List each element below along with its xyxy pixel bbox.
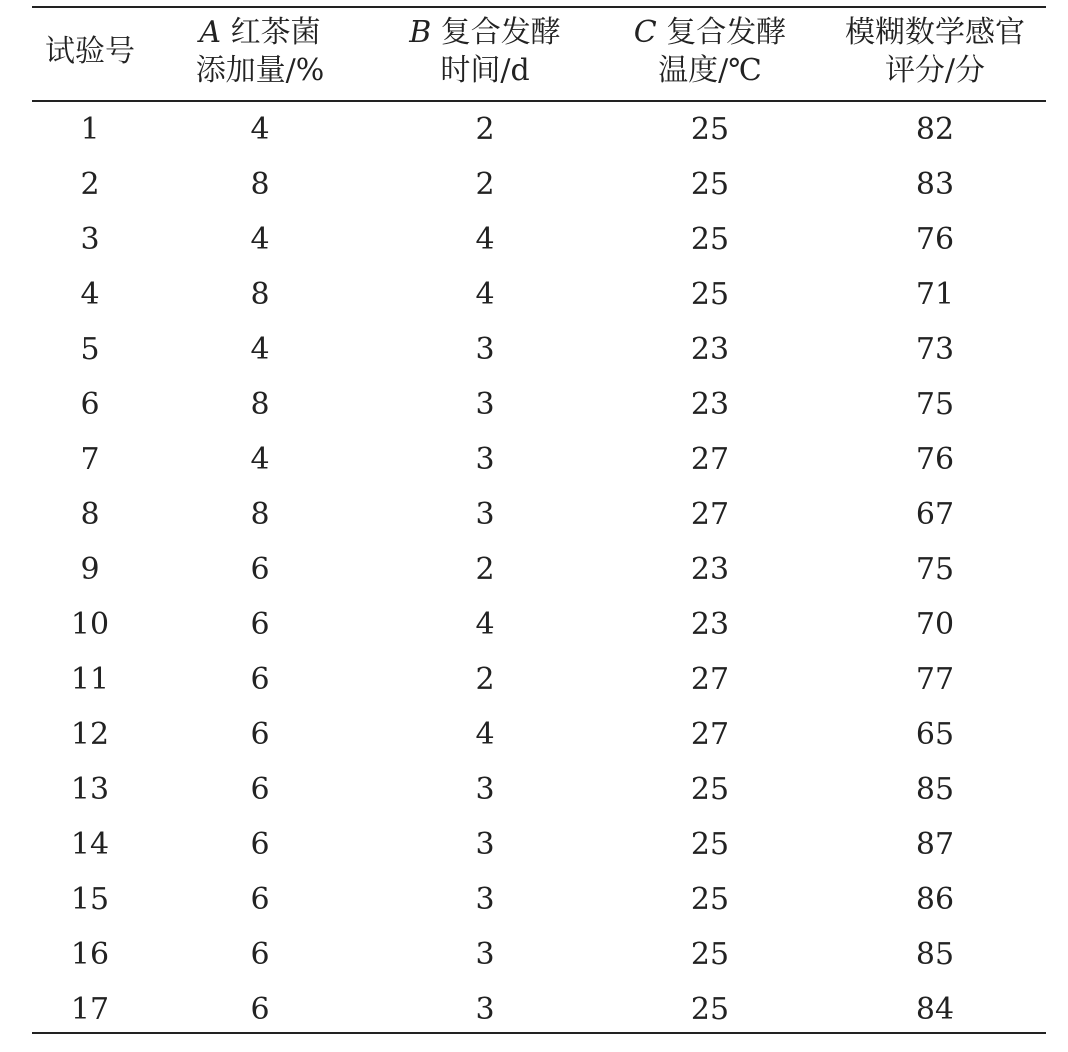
table-cell: 3 bbox=[475, 387, 495, 422]
header-line: B 复合发酵 bbox=[409, 15, 561, 50]
table-cell: 23 bbox=[690, 387, 730, 422]
table-cell: 6 bbox=[250, 827, 270, 862]
table-cell: 77 bbox=[915, 662, 955, 697]
table-cell: 8 bbox=[250, 497, 270, 532]
table-cell: 6 bbox=[250, 607, 270, 642]
table-cell: 85 bbox=[915, 937, 955, 972]
table-cell: 13 bbox=[70, 772, 110, 807]
table-row bbox=[0, 652, 1068, 707]
header-line: 试验号 bbox=[45, 34, 135, 69]
table-cell: 23 bbox=[690, 552, 730, 587]
table-cell: 4 bbox=[475, 717, 495, 752]
header-line: 添加量/% bbox=[195, 53, 325, 88]
table-cell: 25 bbox=[690, 167, 730, 202]
table-cell: 8 bbox=[80, 497, 100, 532]
table-cell: 6 bbox=[250, 717, 270, 752]
table-cell: 73 bbox=[915, 332, 955, 367]
top-rule bbox=[32, 6, 1046, 8]
header-trial-no bbox=[40, 33, 140, 71]
table-cell: 71 bbox=[915, 277, 955, 312]
table-cell: 3 bbox=[80, 222, 100, 257]
table-row bbox=[0, 872, 1068, 927]
table-cell: 25 bbox=[690, 112, 730, 147]
table-cell: 27 bbox=[690, 497, 730, 532]
table-cell: 3 bbox=[475, 497, 495, 532]
table-cell: 76 bbox=[915, 222, 955, 257]
table-cell: 3 bbox=[475, 827, 495, 862]
table-cell: 2 bbox=[475, 552, 495, 587]
table-row bbox=[0, 267, 1068, 322]
table-row bbox=[0, 432, 1068, 487]
table-cell: 6 bbox=[250, 552, 270, 587]
table-cell: 2 bbox=[475, 662, 495, 697]
table-row bbox=[0, 377, 1068, 432]
table-cell: 15 bbox=[70, 882, 110, 917]
table-cell: 3 bbox=[475, 332, 495, 367]
table-cell: 67 bbox=[915, 497, 955, 532]
table-cell: 3 bbox=[475, 937, 495, 972]
table-cell: 6 bbox=[250, 937, 270, 972]
table-row bbox=[0, 487, 1068, 542]
header-line: 温度/℃ bbox=[658, 53, 762, 88]
table-cell: 25 bbox=[690, 937, 730, 972]
table-cell: 3 bbox=[475, 882, 495, 917]
table-cell: 25 bbox=[690, 882, 730, 917]
table-cell: 4 bbox=[250, 442, 270, 477]
table-cell: 9 bbox=[80, 552, 100, 587]
table-cell: 76 bbox=[915, 442, 955, 477]
table-cell: 84 bbox=[915, 992, 955, 1027]
table-cell: 8 bbox=[250, 167, 270, 202]
table-cell: 11 bbox=[70, 662, 110, 697]
header-factor-c bbox=[625, 14, 795, 90]
table-cell: 4 bbox=[250, 332, 270, 367]
table-cell: 4 bbox=[250, 222, 270, 257]
table-cell: 25 bbox=[690, 772, 730, 807]
table-cell: 4 bbox=[250, 112, 270, 147]
table-cell: 87 bbox=[915, 827, 955, 862]
table-cell: 75 bbox=[915, 387, 955, 422]
table-cell: 25 bbox=[690, 992, 730, 1027]
header-line: 模糊数学感官 bbox=[845, 15, 1025, 50]
table-row bbox=[0, 157, 1068, 212]
table-row bbox=[0, 817, 1068, 872]
table-cell: 82 bbox=[915, 112, 955, 147]
table-cell: 6 bbox=[250, 992, 270, 1027]
table-cell: 25 bbox=[690, 277, 730, 312]
table-row bbox=[0, 322, 1068, 377]
table-cell: 25 bbox=[690, 827, 730, 862]
table-row bbox=[0, 762, 1068, 817]
table-row bbox=[0, 102, 1068, 157]
table-cell: 8 bbox=[250, 387, 270, 422]
table-cell: 1 bbox=[80, 112, 100, 147]
header-line: C 复合发酵 bbox=[633, 15, 787, 50]
table-cell: 12 bbox=[70, 717, 110, 752]
table-row bbox=[0, 212, 1068, 267]
table-cell: 16 bbox=[70, 937, 110, 972]
table-row bbox=[0, 542, 1068, 597]
table-cell: 6 bbox=[250, 882, 270, 917]
table-cell: 86 bbox=[915, 882, 955, 917]
table-cell: 10 bbox=[70, 607, 110, 642]
table-cell: 23 bbox=[690, 607, 730, 642]
table-cell: 4 bbox=[475, 222, 495, 257]
table-cell: 4 bbox=[475, 277, 495, 312]
table-cell: 25 bbox=[690, 222, 730, 257]
table-cell: 85 bbox=[915, 772, 955, 807]
header-line: 时间/d bbox=[440, 53, 530, 88]
table-cell: 27 bbox=[690, 662, 730, 697]
header-line: 评分/分 bbox=[884, 53, 986, 88]
table-cell: 14 bbox=[70, 827, 110, 862]
table-cell: 75 bbox=[915, 552, 955, 587]
table-cell: 83 bbox=[915, 167, 955, 202]
table-cell: 4 bbox=[80, 277, 100, 312]
table-cell: 65 bbox=[915, 717, 955, 752]
table-row bbox=[0, 597, 1068, 652]
table-cell: 3 bbox=[475, 992, 495, 1027]
table-cell: 23 bbox=[690, 332, 730, 367]
table-cell: 6 bbox=[80, 387, 100, 422]
table-cell: 27 bbox=[690, 717, 730, 752]
header-line: A 红茶菌 bbox=[199, 15, 321, 50]
table-cell: 2 bbox=[475, 112, 495, 147]
table-row bbox=[0, 707, 1068, 762]
table-cell: 70 bbox=[915, 607, 955, 642]
header-factor-a bbox=[190, 14, 330, 90]
header-factor-b bbox=[400, 14, 570, 90]
table-cell: 27 bbox=[690, 442, 730, 477]
table-cell: 6 bbox=[250, 772, 270, 807]
table-cell: 2 bbox=[80, 167, 100, 202]
header-score bbox=[840, 14, 1030, 90]
factor-letter: B bbox=[409, 15, 432, 50]
table-cell: 3 bbox=[475, 442, 495, 477]
table-cell: 7 bbox=[80, 442, 100, 477]
table-cell: 17 bbox=[70, 992, 110, 1027]
table-row bbox=[0, 927, 1068, 982]
table-cell: 5 bbox=[80, 332, 100, 367]
table-cell: 8 bbox=[250, 277, 270, 312]
table-cell: 3 bbox=[475, 772, 495, 807]
table-cell: 4 bbox=[475, 607, 495, 642]
table-row bbox=[0, 982, 1068, 1037]
table-cell: 2 bbox=[475, 167, 495, 202]
table-cell: 6 bbox=[250, 662, 270, 697]
factor-letter: A bbox=[199, 15, 222, 50]
factor-letter: C bbox=[633, 15, 657, 50]
